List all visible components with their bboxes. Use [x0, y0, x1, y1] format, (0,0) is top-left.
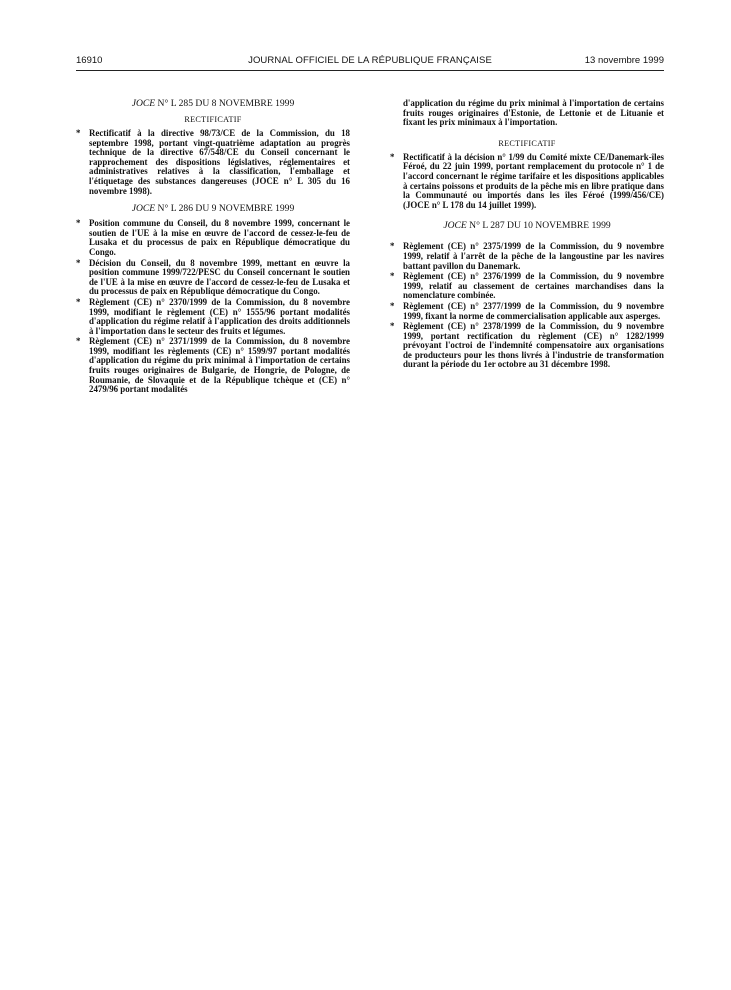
bullet-icon: *	[390, 241, 395, 252]
journal-title: JOURNAL OFFICIEL DE LA RÉPUBLIQUE FRANÇAISE	[248, 55, 492, 66]
joce-label: JOCE	[131, 98, 156, 109]
list-item	[390, 322, 664, 370]
rectificatif-heading: RECTIFICATIF	[498, 138, 556, 148]
bullet-icon: *	[76, 218, 81, 229]
bullet-icon: *	[390, 300, 395, 311]
rectificatif-heading: RECTIFICATIF	[184, 115, 242, 124]
bullet-icon: *	[76, 336, 81, 347]
bullet-icon: *	[390, 321, 395, 332]
list-item	[390, 242, 664, 271]
list-item	[390, 272, 664, 301]
list-item	[390, 302, 664, 321]
item-text: Règlement (CE) n° 2378/1999 de la Commission, du 9 novembre 1999, portant rectification du règlement (CE) n° 1282/1999 prévoyant l'octroi de l'indemnité compensatoire aux organisations de producteurs pour les thons livrés à l'industrie de transformation durant la période du 1er octobre au 31 décembre 1998.	[403, 321, 664, 370]
list-item	[76, 129, 350, 196]
item-text: Règlement (CE) n° 2376/1999 de la Commission, du 9 novembre 1999, relatif au classement de certaines marchandises dans la nomenclature combinée.	[403, 271, 664, 301]
item-text: Règlement (CE) n° 2375/1999 de la Commission, du 9 novembre 1999, relatif à l'arrêt de la pêche de la langoustine par les navires battant pavillon du Danemark.	[403, 241, 664, 271]
bullet-icon: *	[76, 257, 81, 268]
list-item	[390, 153, 664, 211]
item-text: Position commune du Conseil, du 8 novembre 1999, concernant le soutien de l'UE à la mise en œuvre de l'accord de cessez-le-feu de Lusaka et du processus de paix en République démocratique du Congo.	[89, 218, 350, 257]
item-text: Règlement (CE) n° 2370/1999 de la Commission, du 8 novembre 1999, modifiant le règlement (CE) n° 1555/96 portant modalités d'application du régime relatif à l'application des droits additionnels à l'importation dans le secteur des fruits et légumes.	[89, 296, 350, 336]
issue-date: 13 novembre 1999	[584, 55, 664, 66]
bullet-icon: *	[390, 151, 395, 162]
bullet-icon: *	[76, 296, 81, 307]
item-text: Décision du Conseil, du 8 novembre 1999, mettant en œuvre la position commune 1999/722/PESC du Conseil concernant le soutien de l'UE à la mise en œuvre de l'accord de cessez-le-feu de Lusaka et du processus de paix en République démocratique du Congo.	[89, 257, 350, 297]
item-text: Règlement (CE) n° 2377/1999 de la Commission, du 9 novembre 1999, fixant la norme de commercialisation applicable aux asperges.	[403, 300, 664, 321]
continued-text: d'application du régime du prix minimal à l'importation de certains fruits rouges originaires d'Estonie, de Lettonie et de Lituanie et fixant les prix minimaux à l'importation.	[403, 98, 664, 128]
list-item	[76, 298, 350, 336]
item-text: Règlement (CE) n° 2371/1999 de la Commission, du 8 novembre 1999, modifiant les règlements (CE) n° 1599/97 portant modalités d'application du régime du prix minimal à l'importation de certains fruits rouges originaires de Bulgarie, de Hongrie, de Pologne, de Roumanie, de Slovaquie et de la République tchèque et (CE) n° 2479/96 portant modalités	[89, 336, 350, 395]
page-header	[76, 55, 664, 69]
left-column	[76, 98, 350, 396]
item-text: Rectificatif à la décision n° 1/99 du Comité mixte CE/Danemark-îles Féroé, du 22 juin 1999, portant remplacement du protocole n° 1 de l'accord concernant le régime tarifaire et les dispositions applicables à certains poissons et produits de la pêche mis en libre pratique dans la Communauté ou importés dans les îles Féroé (1999/456/CE) (JOCE n° L 178 du 14 juillet 1999).	[403, 151, 664, 210]
right-column	[390, 99, 664, 371]
page-number: 16910	[76, 55, 103, 66]
joce-label: JOCE	[443, 220, 467, 232]
section-title-l287	[390, 220, 664, 232]
list-item	[76, 259, 350, 297]
section-title-text: N° L 285 DU 8 NOVEMBRE 1999	[155, 98, 295, 109]
section-title-l286	[76, 203, 350, 215]
list-item	[76, 219, 350, 257]
bullet-icon: *	[76, 128, 81, 138]
joce-label: JOCE	[131, 203, 156, 215]
list-item	[76, 337, 350, 395]
header-rule	[76, 70, 664, 71]
section-title-text: N° L 287 DU 10 NOVEMBRE 1999	[466, 220, 611, 232]
section-title-l285	[76, 98, 350, 110]
item-text: Rectificatif à la directive 98/73/CE de la Commission, du 18 septembre 1998, portant vingt-quatrième adaptation au progrès technique de la directive 67/548/CE du Conseil concernant le rapprochement des dispositions législatives, réglementaires et administratives relatives à la classification, l'emballage et l'étiquetage des substances dangereuses (JOCE n° L 305 du 16 novembre 1998).	[89, 128, 350, 196]
bullet-icon: *	[390, 271, 395, 282]
section-title-text: N° L 286 DU 9 NOVEMBRE 1999	[155, 203, 295, 215]
